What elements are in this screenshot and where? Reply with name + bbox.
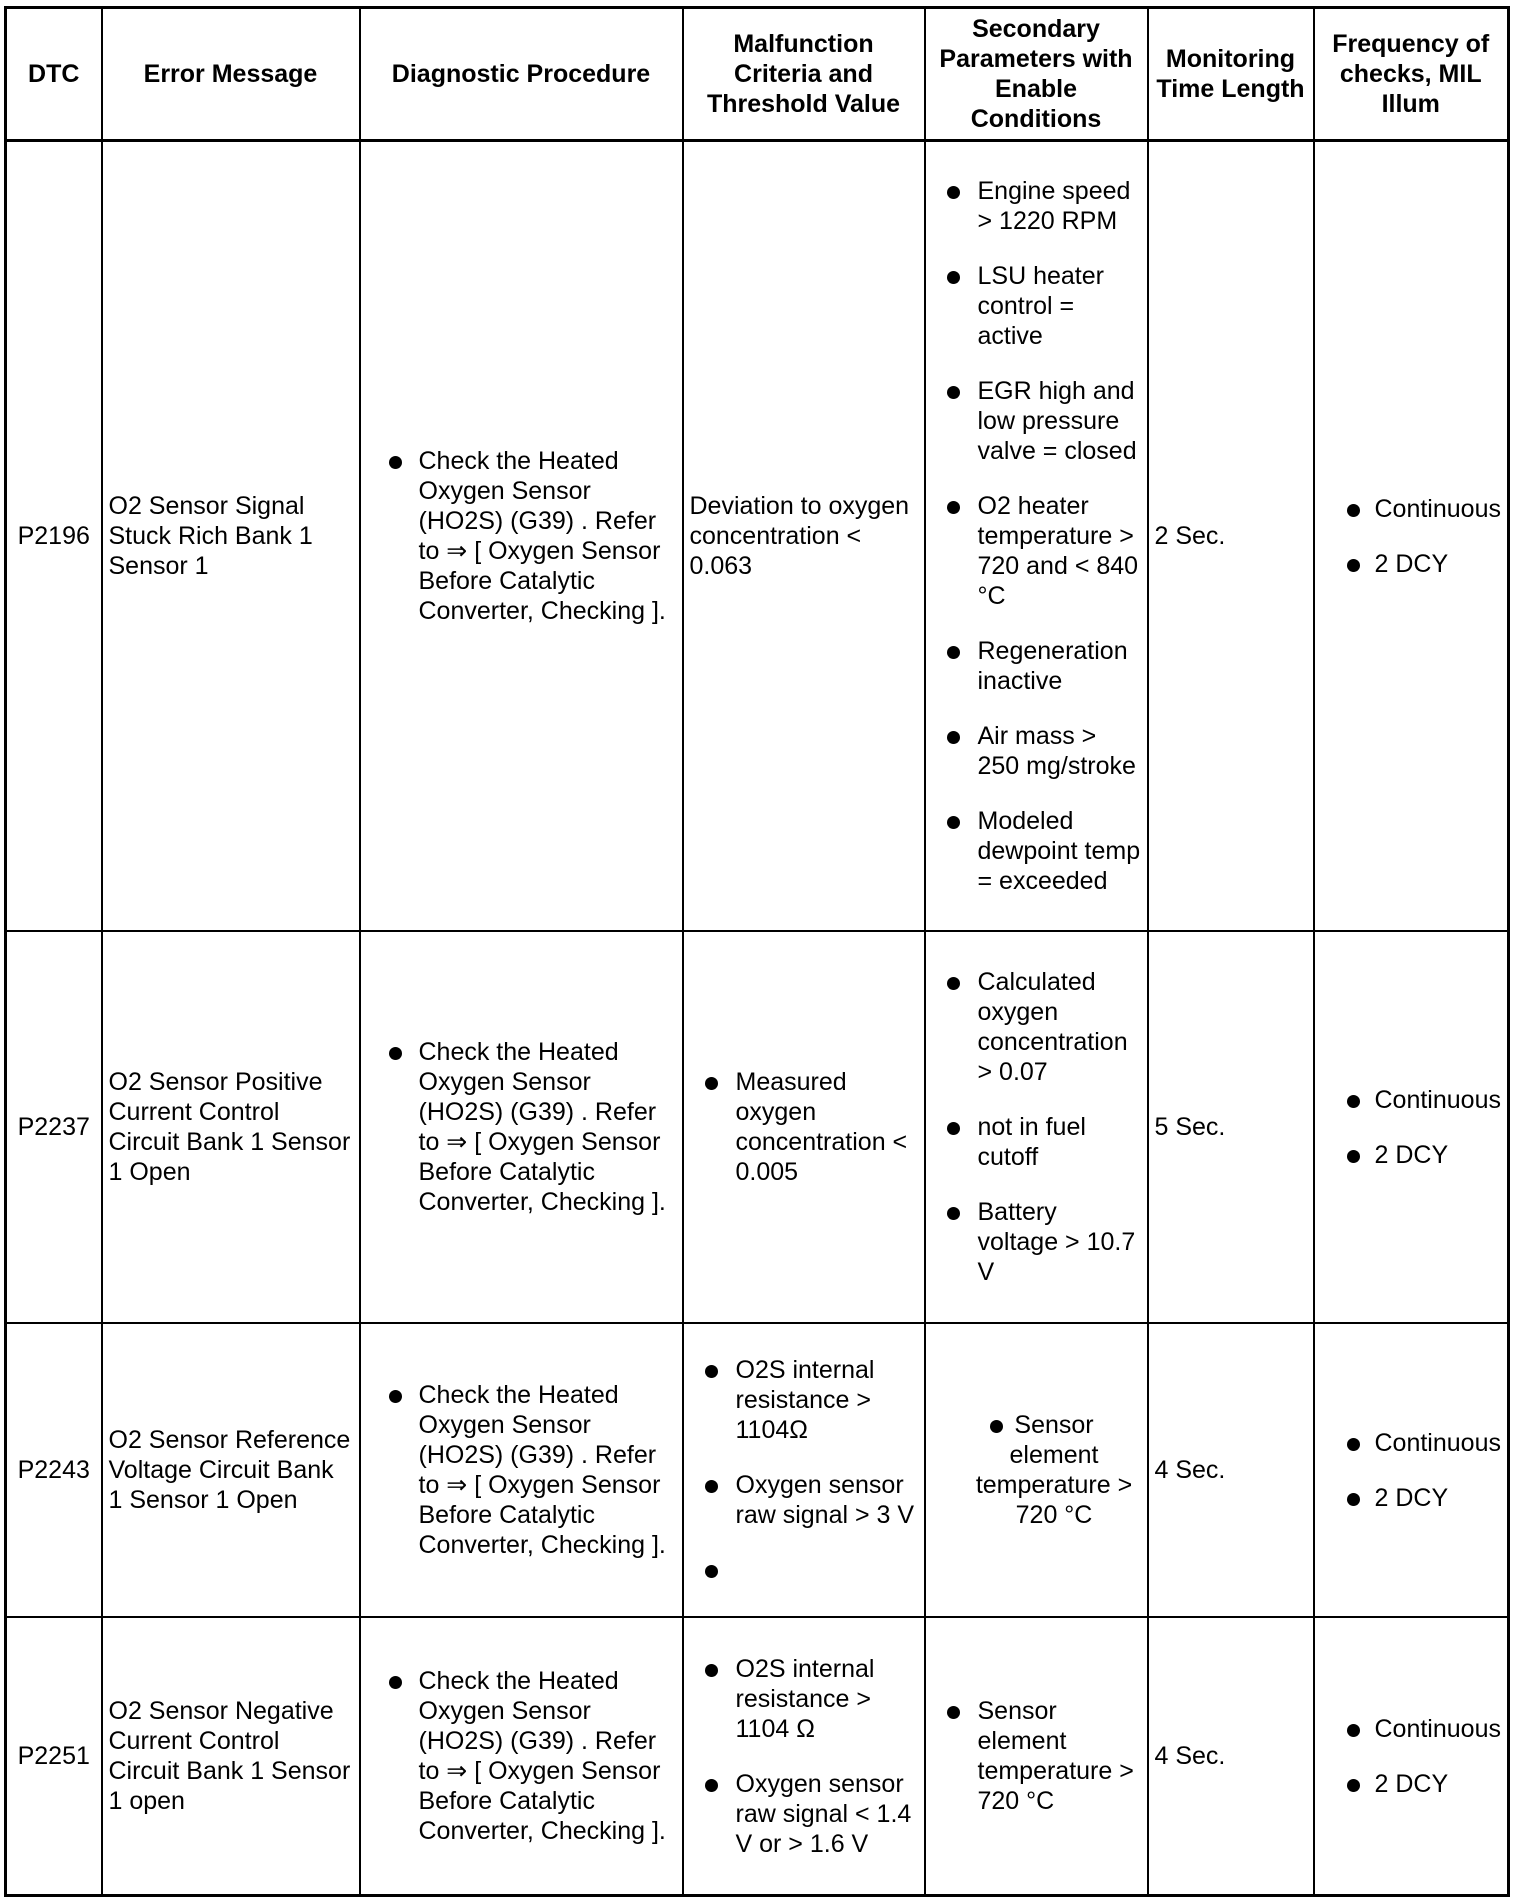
empty-list-item xyxy=(690,1555,918,1585)
dtc-code: P2237 xyxy=(6,931,102,1323)
dtc-code: P2243 xyxy=(6,1323,102,1617)
list-item: Battery voltage > 10.7 V xyxy=(932,1197,1141,1287)
list-item: Continuous xyxy=(1321,1714,1501,1744)
malfunction-criteria xyxy=(683,931,925,1323)
list-item: O2S internal resistance > 1104 Ω xyxy=(690,1654,918,1744)
diagnostic-procedure xyxy=(360,931,683,1323)
table-row xyxy=(6,1617,1509,1896)
header-secondary-parameters: Secondary Parameters with Enable Conditions xyxy=(925,8,1148,141)
list-item: EGR high and low pressure valve = closed xyxy=(932,376,1141,466)
table-row xyxy=(6,931,1509,1323)
secondary-parameters xyxy=(925,1323,1148,1617)
list-item: 2 DCY xyxy=(1321,1769,1501,1799)
diagnostic-procedure xyxy=(360,141,683,932)
list-item: LSU heater control = active xyxy=(932,261,1141,351)
error-message: O2 Sensor Reference Voltage Circuit Bank 1 Sensor 1 Open xyxy=(102,1323,360,1617)
monitoring-time: 2 Sec. xyxy=(1148,141,1314,932)
list-item: O2 heater temperature > 720 and < 840 °C xyxy=(932,491,1141,611)
diagnostic-procedure xyxy=(360,1617,683,1896)
header-error-message: Error Message xyxy=(102,8,360,141)
frequency xyxy=(1314,1617,1509,1896)
list-item: Modeled dewpoint temp = exceeded xyxy=(932,806,1141,896)
list-item: Oxygen sensor raw signal > 3 V xyxy=(690,1470,918,1530)
monitoring-time: 5 Sec. xyxy=(1148,931,1314,1323)
malfunction-criteria: Deviation to oxygen concentration < 0.063 xyxy=(683,141,925,932)
header-diagnostic-procedure: Diagnostic Procedure xyxy=(360,8,683,141)
dtc-code: P2196 xyxy=(6,141,102,932)
list-item: Sensor element temperature > 720 °C xyxy=(932,1696,1141,1816)
list-item: 2 DCY xyxy=(1321,1140,1501,1170)
monitoring-time: 4 Sec. xyxy=(1148,1323,1314,1617)
list-item: 2 DCY xyxy=(1321,549,1501,579)
table-row xyxy=(6,141,1509,932)
secondary-parameters xyxy=(925,931,1148,1323)
list-item: Air mass > 250 mg/stroke xyxy=(932,721,1141,781)
list-item: not in fuel cutoff xyxy=(932,1112,1141,1172)
list-item: Calculated oxygen concentration > 0.07 xyxy=(932,967,1141,1087)
list-item: Continuous xyxy=(1321,494,1501,524)
list-item: Measured oxygen concentration < 0.005 xyxy=(690,1067,918,1187)
monitoring-time: 4 Sec. xyxy=(1148,1617,1314,1896)
dtc-table xyxy=(4,6,1510,1897)
error-message: O2 Sensor Negative Current Control Circuit Bank 1 Sensor 1 open xyxy=(102,1617,360,1896)
list-item: Engine speed > 1220 RPM xyxy=(932,176,1141,236)
list-item: Regeneration inactive xyxy=(932,636,1141,696)
malfunction-criteria xyxy=(683,1617,925,1896)
list-item: Check the Heated Oxygen Sensor (HO2S) (G39) . Refer to ⇒ [ Oxygen Sensor Before Catalytic Converter, Checking ]. xyxy=(367,1380,676,1560)
error-message: O2 Sensor Signal Stuck Rich Bank 1 Sensor 1 xyxy=(102,141,360,932)
list-item: Check the Heated Oxygen Sensor (HO2S) (G39) . Refer to ⇒ [ Oxygen Sensor Before Catalytic Converter, Checking ]. xyxy=(367,446,676,626)
header-dtc: DTC xyxy=(6,8,102,141)
diagnostic-procedure xyxy=(360,1323,683,1617)
list-item: O2S internal resistance > 1104Ω xyxy=(690,1355,918,1445)
malfunction-criteria xyxy=(683,1323,925,1617)
list-item: Check the Heated Oxygen Sensor (HO2S) (G39) . Refer to ⇒ [ Oxygen Sensor Before Catalytic Converter, Checking ]. xyxy=(367,1037,676,1217)
list-item: 2 DCY xyxy=(1321,1483,1501,1513)
header-row xyxy=(6,8,1509,141)
list-item: Continuous xyxy=(1321,1428,1501,1458)
list-item: Oxygen sensor raw signal < 1.4 V or > 1.6 V xyxy=(690,1769,918,1859)
secondary-parameters xyxy=(925,1617,1148,1896)
frequency xyxy=(1314,931,1509,1323)
frequency xyxy=(1314,1323,1509,1617)
dtc-code: P2251 xyxy=(6,1617,102,1896)
table-row xyxy=(6,1323,1509,1617)
header-frequency: Frequency of checks, MIL Illum xyxy=(1314,8,1509,141)
list-item: Continuous xyxy=(1321,1085,1501,1115)
header-monitoring-time: Monitoring Time Length xyxy=(1148,8,1314,141)
list-item: Check the Heated Oxygen Sensor (HO2S) (G39) . Refer to ⇒ [ Oxygen Sensor Before Catalytic Converter, Checking ]. xyxy=(367,1666,676,1846)
header-malfunction-criteria: Malfunction Criteria and Threshold Value xyxy=(683,8,925,141)
frequency xyxy=(1314,141,1509,932)
list-item: Sensor element temperature > 720 °C xyxy=(932,1410,1141,1530)
secondary-parameters xyxy=(925,141,1148,932)
error-message: O2 Sensor Positive Current Control Circuit Bank 1 Sensor 1 Open xyxy=(102,931,360,1323)
